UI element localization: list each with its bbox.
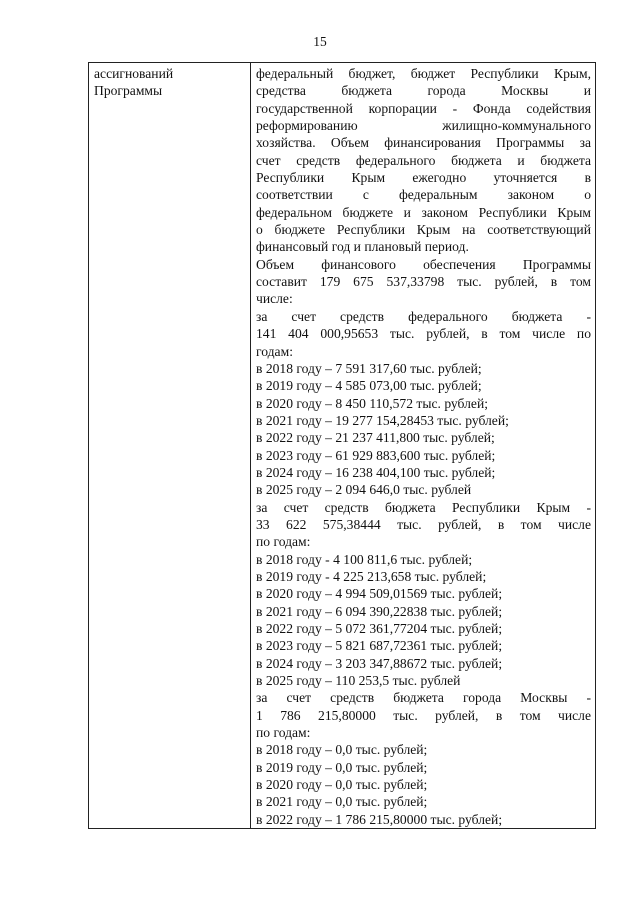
crimea-year-item: в 2022 году – 5 072 361,77204 тыс. рублей; (256, 621, 503, 636)
left-cell-line: ассигнований (94, 66, 174, 81)
federal-year-item: в 2019 году – 4 585 073,00 тыс. рублей; (256, 378, 482, 394)
federal-line: годам: (256, 343, 293, 359)
crimea-line: за счет средств бюджета Республики Крым - (256, 499, 591, 515)
moscow-year-item: в 2022 году – 1 786 215,80000 тыс. рублей; (256, 811, 503, 827)
text-line: о бюджете Республики Крым на соответствующий (256, 222, 591, 238)
total-line: составит 179 675 537,33798 тыс. рублей, в том (256, 274, 591, 290)
crimea-year-item: в 2019 году - 4 225 213,658 тыс. рублей; (256, 568, 487, 584)
text-line: государственной корпорации - Фонда содействия (256, 100, 591, 116)
crimea-year-item: в 2025 году – 110 253,5 тыс. рублей (256, 673, 461, 689)
text-line: соответствии с федеральным законом о (256, 187, 591, 203)
left-cell-line: Программы (94, 83, 163, 99)
text-line: счет средств федерального бюджета и бюджета (256, 152, 591, 168)
federal-year-item: в 2025 году – 2 094 646,0 тыс. рублей (256, 482, 472, 498)
moscow-year-item: в 2018 году – 0,0 тыс. рублей; (256, 742, 428, 758)
text-line: Республики Крым ежегодно уточняется в (256, 170, 591, 186)
moscow-year-item: в 2021 году – 0,0 тыс. рублей; (256, 794, 428, 810)
left-cell (89, 63, 251, 829)
crimea-year-item: в 2018 году - 4 100 811,6 тыс. рублей; (256, 551, 473, 567)
federal-year-item: в 2022 году – 21 237 411,800 тыс. рублей; (256, 430, 495, 446)
text-line: федеральный бюджет, бюджет Республики Крым, (256, 66, 591, 81)
text-line: средства бюджета города Москвы и (256, 83, 591, 99)
crimea-year-item: в 2023 году – 5 821 687,72361 тыс. рублей; (256, 638, 503, 654)
text-line: реформированию жилищно-коммунального (256, 118, 591, 134)
federal-year-item: в 2023 году – 61 929 883,600 тыс. рублей; (256, 447, 496, 463)
federal-year-item: в 2020 году – 8 450 110,572 тыс. рублей; (256, 395, 488, 411)
moscow-year-item: в 2019 году – 0,0 тыс. рублей; (256, 759, 428, 775)
federal-line: за счет средств федерального бюджета - (256, 308, 591, 324)
moscow-line: 1 786 215,80000 тыс. рублей, в том числе (256, 707, 591, 723)
moscow-line: по годам: (256, 725, 311, 741)
right-cell (251, 63, 596, 829)
text-line: хозяйства. Объем финансирования Программы за (256, 135, 591, 151)
table-row (89, 63, 596, 829)
total-line: числе: (256, 291, 293, 307)
federal-line: 141 404 000,95653 тыс. рублей, в том числе по (256, 326, 591, 342)
text-line: финансовый год и плановый период. (256, 239, 469, 255)
total-line: Объем финансового обеспечения Программы (256, 256, 591, 272)
text-line: федеральном бюджете и законом Республики Крым (256, 204, 591, 220)
federal-year-item: в 2024 году – 16 238 404,100 тыс. рублей; (256, 464, 496, 480)
moscow-year-item: в 2020 году – 0,0 тыс. рублей; (256, 777, 428, 793)
crimea-line: 33 622 575,38444 тыс. рублей, в том числе (256, 516, 591, 532)
moscow-line: за счет средств бюджета города Москвы - (256, 690, 591, 706)
federal-year-item: в 2021 году – 19 277 154,28453 тыс. рублей; (256, 412, 509, 428)
crimea-year-item: в 2021 году – 6 094 390,22838 тыс. рублей; (256, 603, 503, 619)
crimea-line: по годам: (256, 534, 311, 550)
program-table (88, 62, 596, 829)
crimea-year-item: в 2024 году – 3 203 347,88672 тыс. рублей; (256, 655, 503, 671)
page-number: 15 (313, 34, 327, 49)
federal-year-item: в 2018 году – 7 591 317,60 тыс. рублей; (256, 360, 482, 376)
crimea-year-item: в 2020 году – 4 994 509,01569 тыс. рублей; (256, 586, 503, 602)
